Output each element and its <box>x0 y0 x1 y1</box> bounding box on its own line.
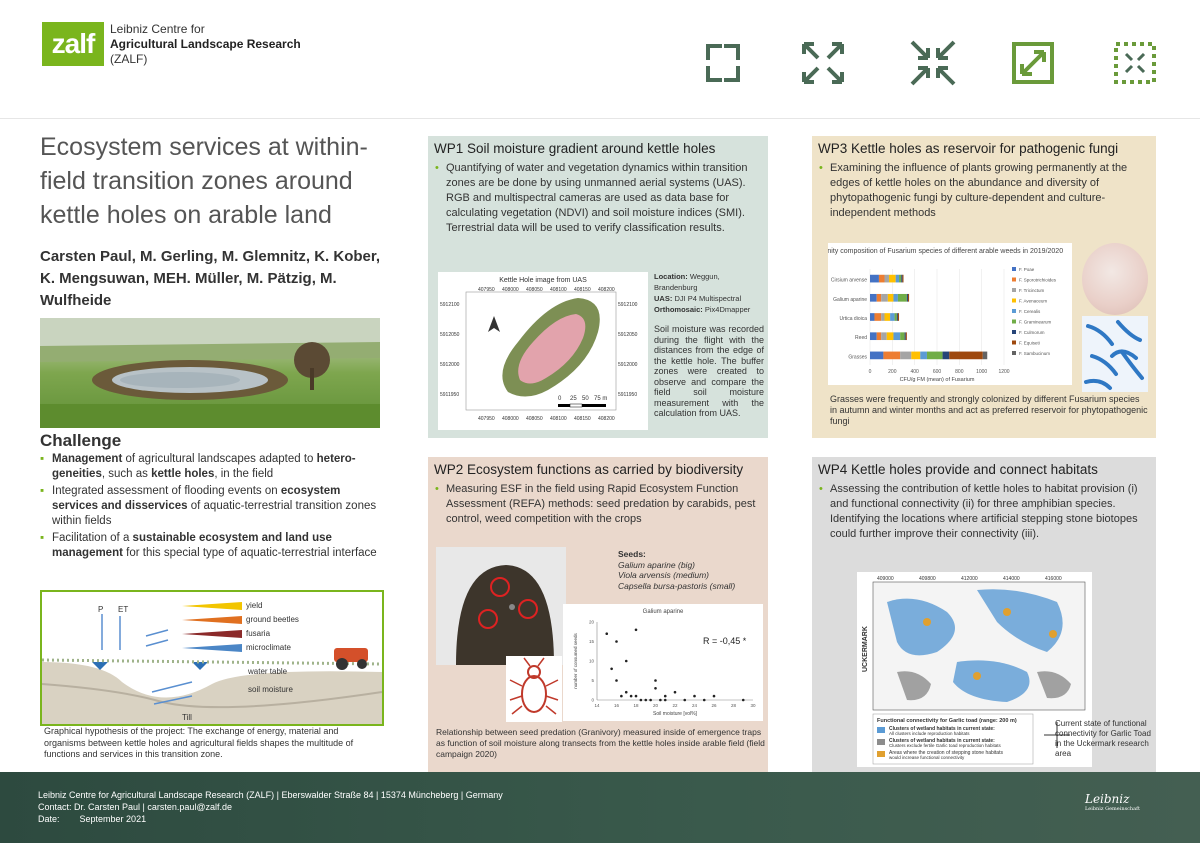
y-tick: 5912000 <box>440 362 460 368</box>
y-tick: 5911950 <box>440 392 460 398</box>
x-tick-label: 22 <box>672 703 678 708</box>
bar-segment <box>906 332 907 340</box>
y-tick: 5912100 <box>440 302 460 308</box>
y-tick-label: 15 <box>588 639 594 644</box>
y-tick-label: 0 <box>591 697 594 703</box>
scatter-point <box>674 691 677 694</box>
spores-micrograph <box>1082 316 1148 392</box>
x-tick-label: 18 <box>633 703 639 708</box>
beetle-illustration <box>506 656 562 722</box>
legend-swatch <box>1012 267 1016 271</box>
scatter-point <box>610 668 613 671</box>
x-tick-label: 14 <box>594 703 600 708</box>
map-x-tick: 416000 <box>1045 576 1062 582</box>
svg-text:Clusters of wetland habitats i: Clusters of wetland habitats in current state: <box>889 738 995 744</box>
x-tick-label: 16 <box>613 703 620 708</box>
wp3-text: • Examining the influence of plants growing permanently at the edges of kettle holes on the abundance and diversity of phytopathogenic fungi by culture-dependent and culture-independent methods <box>812 161 1156 221</box>
chart-title: Community composition of Fusarium species of different arable weeds in 2019/2020 <box>828 248 1064 255</box>
authors: Carsten Paul, M. Gerling, M. Glemnitz, K. Kober, K. Mengsuwan, MEH. Müller, M. Pätzig, M. Wulfheide <box>40 248 381 309</box>
diagram-caption: Graphical hypothesis of the project: The exchange of energy, material and organisms between kettle holes and agricultural fields shapes the multitude of functions and services in this transition zone. <box>44 726 354 759</box>
x-tick-label: 600 <box>932 369 942 375</box>
wp2-text: • Measuring ESF in the field using Rapid Ecosystem Function Assessment (REFA) methods: seed predation by carabids, pest control, weed competition with the crops <box>428 482 768 527</box>
bar-segment <box>927 352 943 360</box>
scatter-point <box>693 695 696 698</box>
x-tick-label: 1000 <box>976 369 988 375</box>
diagram-label: soil moisture <box>248 685 293 694</box>
legend-label: F. Culmorum <box>1019 330 1045 335</box>
y-tick: 5911950 <box>618 392 638 398</box>
x-tick-label: 200 <box>888 369 897 375</box>
diagram-label: microclimate <box>246 643 291 652</box>
diagram-label: ET <box>118 605 129 614</box>
legend-label: F. Tricinctum <box>1019 288 1045 293</box>
bar-segment <box>911 352 920 360</box>
arrows-inward-square-icon <box>698 38 748 88</box>
y-tick: 5912100 <box>618 302 638 308</box>
bar-segment <box>877 294 881 302</box>
x-tick-label: 400 <box>910 369 919 375</box>
diagram-label: P <box>98 605 104 614</box>
wp3-title: WP3 Kettle holes as reservoir for pathogenic fungi <box>818 141 1119 156</box>
scatter-point <box>654 687 657 690</box>
x-tick-label: 26 <box>711 703 717 708</box>
footer-text <box>38 789 503 825</box>
x-tick: 408100 <box>550 287 567 293</box>
x-tick-label: 28 <box>730 703 737 708</box>
challenge-item: ▪ Integrated assessment of flooding events on ecosystem services and disservices of aquatic-terrestrial transition zones within fields <box>40 484 382 529</box>
bar-segment <box>885 313 891 321</box>
bar-segment <box>893 294 897 302</box>
petri-dish-photo <box>1082 243 1148 315</box>
x-tick-label: 24 <box>691 703 698 708</box>
scale-label: 0 <box>558 396 562 402</box>
bar-segment <box>895 313 897 321</box>
svg-text:would increase functional conn: would increase functional connectivity <box>889 755 965 760</box>
scatter-point <box>605 632 608 635</box>
scatter-point <box>713 695 716 698</box>
scale-label: 75 m <box>594 396 608 402</box>
bar-segment <box>902 275 903 283</box>
bar-segment <box>870 313 874 321</box>
wp3-panel <box>812 136 1156 438</box>
scale-label: 25 <box>570 396 577 402</box>
x-tick: 408150 <box>574 416 591 422</box>
x-tick-label: 800 <box>955 369 964 375</box>
correlation-annotation: R = -0,45 * <box>703 636 747 646</box>
x-tick: 408100 <box>550 416 567 422</box>
wp1-panel <box>428 136 768 438</box>
zalf-logo: zalf <box>42 22 104 66</box>
bar-segment <box>901 275 902 283</box>
wp1-side-text: Soil moisture was recorded during the flight with the distances from the edge of the kettle hole. The buffer zones were created to observe and compare the field soil moisture measurement with the calculation from UAS. <box>654 324 764 418</box>
org-line1: Leibniz Centre for <box>110 22 205 36</box>
map-region-label: UCKERMARK <box>862 626 869 672</box>
wp4-text: • Assessing the contribution of kettle holes to habitat provision (i) and functional connectivity (ii) for three amphibian species. Identifying the locations where artificial stepping stone biotopes could further improve their connectivity (iii). <box>812 482 1156 542</box>
bar-segment <box>881 313 884 321</box>
wp1-text: • Quantifying of water and vegetation dynamics within transition zones are be done by using unmanned aerial systems (UAS). RGB and multispectral cameras are used as data base for calculating vegetation (NDVI) and soil moisture indices (SMI). Terrestrial data will be used to verify classification results. <box>428 161 768 236</box>
bar-segment <box>890 313 894 321</box>
legend-label: F. Sambucinum <box>1019 351 1051 356</box>
poster-title: Ecosystem services at within-field transition zones around kettle holes on arable land <box>40 133 368 229</box>
expand-diagonal-icon <box>1008 38 1058 88</box>
bar-segment <box>870 294 877 302</box>
bar-segment <box>885 275 889 283</box>
bar-segment <box>870 275 879 283</box>
bar-segment <box>949 352 983 360</box>
leibniz-logo: Leibniz Leibniz Gemeinschaft <box>1084 792 1140 812</box>
x-tick: 408000 <box>502 287 519 293</box>
scatter-point <box>659 699 662 702</box>
bar-segment <box>883 352 900 360</box>
uas-map-title: Kettle Hole image from UAS <box>499 277 587 284</box>
x-axis-label: Soil moisture [vol%] <box>653 711 697 717</box>
scatter-point <box>625 660 628 663</box>
header <box>0 0 1200 119</box>
y-tick-label: 5 <box>591 678 594 683</box>
scatter-point <box>683 699 686 702</box>
bar-segment <box>893 332 900 340</box>
wp4-title: WP4 Kettle holes provide and connect habitats <box>818 462 1098 477</box>
chart-title: Galium aparine <box>642 609 684 615</box>
legend-swatch <box>1012 341 1016 345</box>
diagram-label: fusaria <box>246 629 271 638</box>
x-tick: 407950 <box>478 416 495 422</box>
wp1-title: WP1 Soil moisture gradient around kettle holes <box>434 141 716 156</box>
x-tick: 408050 <box>526 287 543 293</box>
scatter-point <box>649 699 652 702</box>
scatter-point <box>615 679 618 682</box>
org-line3: (ZALF) <box>110 52 148 66</box>
scatter-point <box>664 695 667 698</box>
legend-label: F. Poae <box>1019 267 1035 272</box>
header-icon-row <box>690 38 1170 90</box>
x-tick: 407950 <box>478 287 495 293</box>
hypothesis-diagram <box>40 590 384 726</box>
legend-swatch <box>1012 288 1016 292</box>
y-tick-label: 20 <box>588 619 594 625</box>
scatter-point <box>630 695 633 698</box>
x-tick-label: 1200 <box>998 369 1010 375</box>
scatter-point <box>664 699 667 702</box>
bar-segment <box>898 294 907 302</box>
y-axis-label: number of consumed seeds <box>573 633 578 689</box>
bar-segment <box>888 294 894 302</box>
legend-label: F. Equiseti <box>1019 340 1040 346</box>
bar-segment <box>900 332 904 340</box>
bar-segment <box>874 313 881 321</box>
bar-segment <box>897 313 898 321</box>
legend-label: F. Sporotrichioides <box>1019 277 1057 283</box>
legend-swatch <box>1012 299 1016 303</box>
x-tick: 408150 <box>574 287 591 293</box>
challenge-item: ▪ Facilitation of a sustainable ecosystem and land use management for this special type of aquatic-terrestrial interface <box>40 531 382 561</box>
scatter-point <box>635 629 638 632</box>
map-x-tick: 412000 <box>961 576 978 582</box>
challenge-heading: Challenge <box>40 431 122 450</box>
diagram-label: ground beetles <box>246 615 299 624</box>
footer-address: Leibniz Centre for Agricultural Landscape Research (ZALF) | Eberswalder Straße 84 | 15374 Müncheberg | Germany <box>38 790 503 800</box>
x-tick: 408200 <box>598 287 615 293</box>
wp2-caption: Relationship between seed predation (Granivory) measured inside of emergence traps as function of soil moisture along transects from the kettle holes inside arable field (field campaign 2020) <box>436 727 765 759</box>
fusarium-bar-chart <box>828 243 1072 385</box>
scatter-point <box>640 699 643 702</box>
footer-date: Date: September 2021 <box>38 814 147 824</box>
x-tick-label: 30 <box>750 703 756 708</box>
bar-segment <box>877 332 881 340</box>
category-label: Grasses <box>848 354 867 361</box>
bar-segment <box>943 352 950 360</box>
scatter-point <box>615 640 618 643</box>
y-tick: 5912000 <box>618 362 638 368</box>
wp4-panel <box>812 457 1156 773</box>
uas-map <box>438 272 648 430</box>
challenge-item: ▪ Management of agricultural landscapes adapted to hetero-geneities, such as kettle holes, in the field <box>40 452 382 482</box>
scale-label: 50 <box>582 396 589 402</box>
wp1-metadata: Location: Weggun, Brandenburg UAS: DJI P4 Multispectral Orthomosaic: Pix4Dmapper <box>654 272 751 314</box>
x-tick-label: 20 <box>652 703 659 708</box>
kettle-hole-photo <box>40 318 380 428</box>
bar-segment <box>870 332 877 340</box>
bar-segment <box>889 275 896 283</box>
scatter-point <box>644 699 647 702</box>
svg-text:Clusters exclude fertile Garli: Clusters exclude fertile Garlic toad reproduction habitats <box>889 743 1001 748</box>
bar-segment <box>905 332 906 340</box>
wp3-caption: Grasses were frequently and strongly colonized by different Fusarium species in autumn and winter months and act as preferred reservoir for phytopathogenic fungi <box>830 394 1148 426</box>
bar-segment <box>887 332 894 340</box>
footer <box>0 772 1200 843</box>
bar-segment <box>870 352 883 360</box>
x-tick: 408000 <box>502 416 519 422</box>
bar-segment <box>898 313 899 321</box>
y-tick-label: 10 <box>588 658 594 664</box>
org-name <box>110 22 301 67</box>
diagram-label: yield <box>246 601 263 610</box>
arrows-outward-icon <box>798 38 848 88</box>
seeds-list: Seeds: Galium aparine (big) Viola arvensis (medium) Capsella bursa-pastoris (small) <box>618 549 736 591</box>
diagram-label: water table <box>248 667 288 676</box>
diagram-label: Till <box>182 713 192 722</box>
legend-label: F. Cerealis <box>1019 309 1041 314</box>
svg-text:All clusters include reproduct: All clusters include reproduction habitats <box>889 731 970 736</box>
y-tick: 5912050 <box>440 332 460 338</box>
x-tick: 408050 <box>526 416 543 422</box>
legend-swatch <box>1012 278 1016 282</box>
arrows-compress-icon <box>908 38 958 88</box>
footer-contact: Contact: Dr. Carsten Paul | carsten.paul@zalf.de <box>38 802 233 812</box>
bar-segment <box>907 294 908 302</box>
map-x-tick: 414000 <box>1003 576 1020 582</box>
scatter-point <box>742 699 745 702</box>
svg-text:Clusters of wetland habitats i: Clusters of wetland habitats in current state: <box>889 726 995 732</box>
left-column <box>40 130 382 312</box>
scatter-point <box>625 691 628 694</box>
bar-segment <box>983 352 987 360</box>
x-axis-label: CFU/g FM (mean) of Fusarium <box>899 377 975 383</box>
scatter-point <box>620 695 623 698</box>
bar-segment <box>881 332 887 340</box>
category-label: Cirsium arvense <box>830 277 867 284</box>
emergence-trap-photo <box>436 547 566 665</box>
map-x-tick: 409000 <box>877 576 894 582</box>
wp2-panel <box>428 457 768 773</box>
category-label: Urtica dioica <box>839 315 867 322</box>
challenge-list <box>40 452 382 563</box>
bar-segment <box>896 275 899 283</box>
x-tick: 408200 <box>598 416 615 422</box>
scatter-chart <box>563 604 763 721</box>
bar-segment <box>879 275 885 283</box>
bar-segment <box>908 294 909 302</box>
category-label: Reed <box>855 335 867 342</box>
wp2-title: WP2 Ecosystem functions as carried by biodiversity <box>434 462 744 477</box>
legend-label: F. Avenaceum <box>1019 298 1048 304</box>
legend-swatch <box>1012 320 1016 324</box>
wp4-side-text: Current state of functional connectivity for Garlic Toad in the Uckermark research area <box>1055 719 1151 758</box>
bar-segment <box>900 352 911 360</box>
category-label: Galium aparine <box>833 296 867 303</box>
legend-label: F. Graminearum <box>1019 319 1052 325</box>
dotted-square-icon <box>1110 38 1160 88</box>
y-tick: 5912050 <box>618 332 638 338</box>
scatter-point <box>635 695 638 698</box>
bar-segment <box>920 352 927 360</box>
scatter-point <box>654 679 657 682</box>
bar-segment <box>881 294 888 302</box>
x-tick-label: 0 <box>868 369 872 375</box>
scatter-point <box>703 699 706 702</box>
svg-text:Areas where the creation of st: Areas where the creation of stepping stone habitats <box>889 750 1003 756</box>
legend-swatch <box>1012 351 1016 355</box>
bar-segment <box>899 275 901 283</box>
legend-swatch <box>1012 330 1016 334</box>
org-line2: Agricultural Landscape Research <box>110 37 301 51</box>
legend-swatch <box>1012 309 1016 313</box>
map-x-tick: 409800 <box>919 576 936 582</box>
map-legend-title: Functional connectivity for Garlic toad (range: 200 m) <box>877 718 1017 724</box>
